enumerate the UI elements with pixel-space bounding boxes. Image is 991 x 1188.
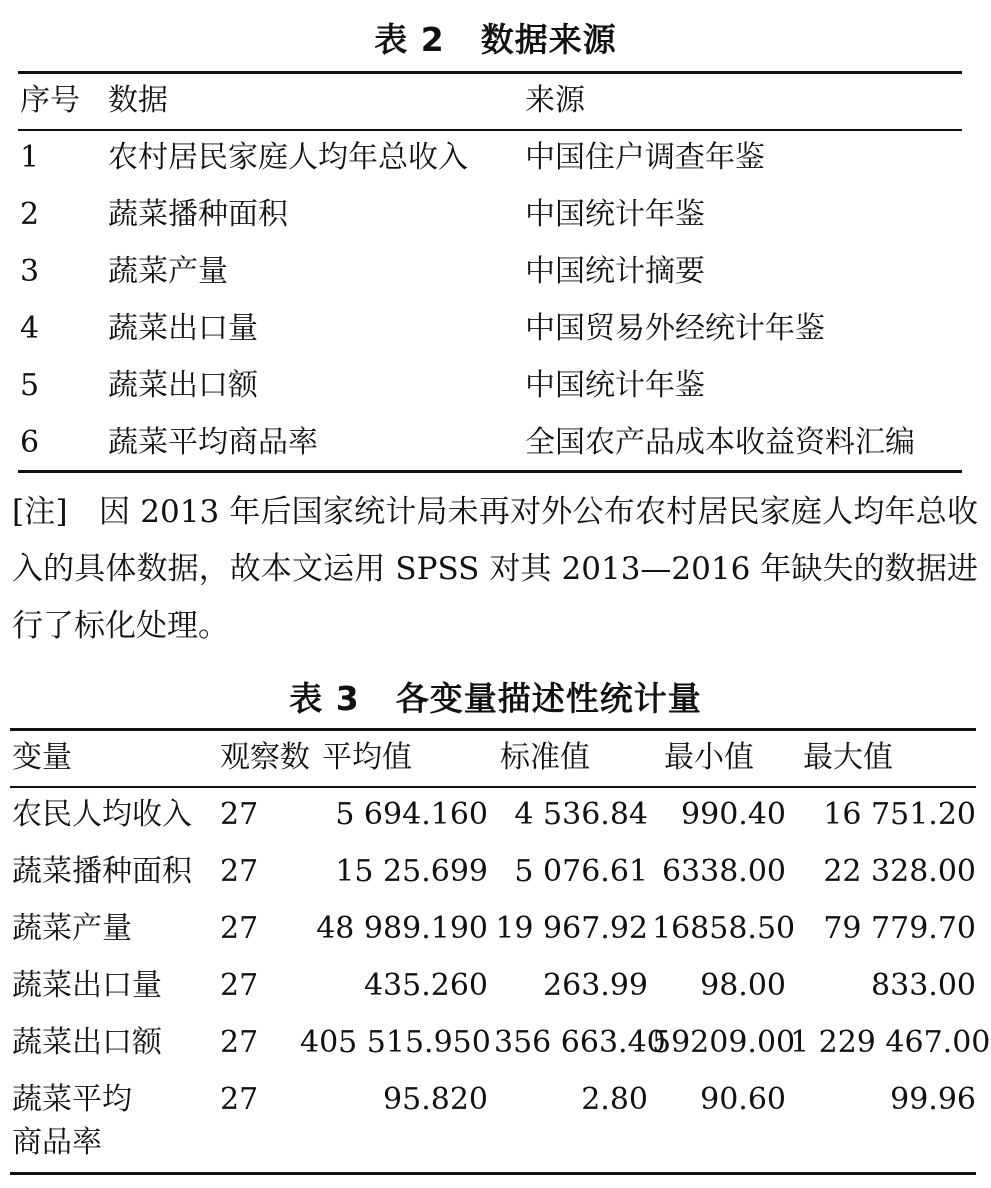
table2-header-data: 数据 xyxy=(108,83,168,118)
table2-caption xyxy=(0,14,991,61)
table3-row-4-mean: 435.260 xyxy=(363,968,488,1003)
table3-bottom-rule xyxy=(10,1172,976,1175)
table3-row-1-min: 990.40 xyxy=(681,797,786,832)
table2-top-rule xyxy=(18,71,962,74)
table2-row-2-index: 2 xyxy=(20,197,40,232)
table3-row-1-std: 4 536.84 xyxy=(514,797,648,832)
table3-row-1-count: 27 xyxy=(220,797,259,832)
table2-row-3-data: 蔬菜产量 xyxy=(108,254,228,289)
table3-caption-number: 表 3 xyxy=(289,679,360,718)
table2-row-1-source: 中国住户调查年鉴 xyxy=(525,140,765,175)
table2-note: [注] 因 2013 年后国家统计局未再对外公布农村居民家庭人均年总收入的具体数据，故本文运用 SPSS 对其 2013—2016 年缺失的数据进行了标化处理。 xyxy=(12,494,978,644)
table3-row-2-max: 22 328.00 xyxy=(823,854,976,889)
table3-header-rule xyxy=(10,786,976,788)
table2-header-index: 序号 xyxy=(20,83,80,118)
table3-row-5-mean: 405 515.950 xyxy=(300,1025,491,1060)
table2-row-5-data: 蔬菜出口额 xyxy=(108,368,258,403)
table3-row-6-min: 90.60 xyxy=(700,1082,786,1117)
table3-row-3-count: 27 xyxy=(220,911,259,946)
table2-caption-number: 表 2 xyxy=(374,20,445,59)
table3-header-count: 观察数 xyxy=(220,740,310,775)
table2-row-4-data: 蔬菜出口量 xyxy=(108,311,258,346)
table2-row-4-index: 4 xyxy=(20,311,40,346)
table3-row-2-count: 27 xyxy=(220,854,259,889)
table3-row-2-min: 6338.00 xyxy=(661,854,786,889)
table3-top-rule xyxy=(10,728,976,731)
table2-row-3-source: 中国统计摘要 xyxy=(525,254,705,289)
table3-row-5-variable: 蔬菜出口额 xyxy=(12,1025,162,1060)
table3-row-3-std: 19 967.92 xyxy=(495,911,648,946)
table2-row-4-source: 中国贸易外经统计年鉴 xyxy=(525,311,825,346)
table2-row-3-index: 3 xyxy=(20,254,40,289)
table3-header-std: 标准值 xyxy=(500,740,590,775)
table3-row-6-mean: 95.820 xyxy=(383,1082,488,1117)
table3-caption xyxy=(0,673,991,720)
table3-header-mean: 平均值 xyxy=(322,740,412,775)
table3-row-6-variable: 蔬菜平均 xyxy=(12,1082,132,1117)
table3-row-5-max: 1 229 467.00 xyxy=(790,1025,991,1060)
table3-header-max: 最大值 xyxy=(803,740,893,775)
table3-row-3-variable: 蔬菜产量 xyxy=(12,911,132,946)
table3-row-3-mean: 48 989.190 xyxy=(316,911,488,946)
table2-header-source: 来源 xyxy=(525,83,585,118)
table3-row-2-std: 5 076.61 xyxy=(514,854,648,889)
table3-row-6-variable-continuation: 商品率 xyxy=(12,1125,102,1160)
table3-row-4-variable: 蔬菜出口量 xyxy=(12,968,162,1003)
table3-row-6-count: 27 xyxy=(220,1082,259,1117)
table2-row-6-source: 全国农产品成本收益资料汇编 xyxy=(525,425,915,460)
table3-row-5-count: 27 xyxy=(220,1025,259,1060)
table3-row-1-max: 16 751.20 xyxy=(823,797,976,832)
table3-row-2-mean: 15 25.699 xyxy=(335,854,488,889)
table3-row-3-min: 16858.50 xyxy=(652,911,796,946)
table3-row-5-min: 59209.00 xyxy=(652,1025,796,1060)
table2-header-rule xyxy=(18,129,962,131)
table2-caption-title: 数据来源 xyxy=(480,20,617,59)
table2-row-2-data: 蔬菜播种面积 xyxy=(108,197,288,232)
table2-row-5-index: 5 xyxy=(20,368,40,403)
table2-row-2-source: 中国统计年鉴 xyxy=(525,197,705,232)
table2-row-6-index: 6 xyxy=(20,425,40,460)
table3-row-2-variable: 蔬菜播种面积 xyxy=(12,854,192,889)
table3-row-4-max: 833.00 xyxy=(871,968,976,1003)
table3-header-min: 最小值 xyxy=(664,740,754,775)
table3-row-4-count: 27 xyxy=(220,968,259,1003)
table2-row-5-source: 中国统计年鉴 xyxy=(525,368,705,403)
table3-row-4-std: 263.99 xyxy=(543,968,648,1003)
table3-row-4-min: 98.00 xyxy=(700,968,786,1003)
table2-row-6-data: 蔬菜平均商品率 xyxy=(108,425,318,460)
table3-header-variable: 变量 xyxy=(12,740,72,775)
table3-row-6-max: 99.96 xyxy=(890,1082,976,1117)
table2-bottom-rule xyxy=(18,470,962,473)
table2-row-1-index: 1 xyxy=(20,140,40,175)
table3-row-1-variable: 农民人均收入 xyxy=(12,797,192,832)
table3-row-6-std: 2.80 xyxy=(581,1082,648,1117)
table2-row-1-data: 农村居民家庭人均年总收入 xyxy=(108,140,468,175)
table3-row-5-std: 356 663.40 xyxy=(494,1025,666,1060)
table3-caption-title: 各变量描述性统计量 xyxy=(395,679,702,718)
table3-row-3-max: 79 779.70 xyxy=(823,911,976,946)
table3-row-1-mean: 5 694.160 xyxy=(335,797,488,832)
